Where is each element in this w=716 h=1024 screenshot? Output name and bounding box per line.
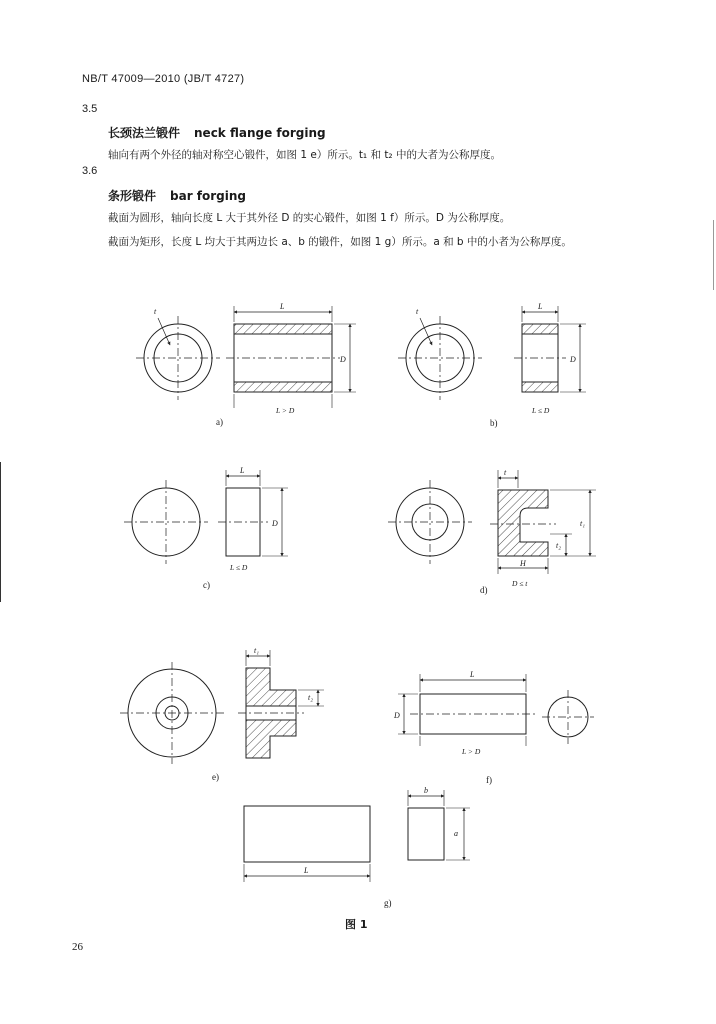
dim-label: L bbox=[538, 302, 543, 311]
subfigure-label: c) bbox=[203, 580, 210, 590]
dim-label: L bbox=[470, 670, 475, 679]
dim-label: L bbox=[280, 302, 285, 311]
definition-text: 轴向有两个外径的轴对称空心锻件，如图 1 e）所示。t₁ 和 t₂ 中的大者为公称厚度。 bbox=[108, 149, 501, 161]
definition-text: 截面为矩形，长度 L 均大于其两边长 a、b 的锻件，如图 1 g）所示。a 和 b 中的小者为公称厚度。 bbox=[108, 236, 572, 248]
subfigure-label: f) bbox=[486, 775, 492, 785]
clause-number-3-6: 3.6 bbox=[82, 165, 98, 177]
subfigure-d bbox=[388, 470, 596, 574]
subfigure-label: e) bbox=[212, 772, 219, 782]
subfigure-g bbox=[244, 790, 470, 882]
subfigure-b bbox=[398, 306, 586, 400]
dim-label: D bbox=[272, 519, 278, 528]
subfigure-e bbox=[120, 650, 324, 764]
dim-label: t bbox=[504, 468, 507, 477]
subfigure-label: d) bbox=[480, 585, 488, 595]
condition-label: D ≤ t bbox=[512, 579, 528, 588]
dim-label: a bbox=[454, 829, 458, 838]
subfigure-f bbox=[398, 674, 594, 746]
dim-label: b bbox=[424, 786, 428, 795]
term-en: bar forging bbox=[170, 189, 247, 203]
term-zh: 长颈法兰锻件 bbox=[108, 126, 181, 140]
dim-label: t₁ bbox=[254, 646, 260, 655]
dim-label: t₂ bbox=[556, 541, 562, 550]
scan-edge-mark bbox=[713, 220, 714, 290]
dim-label: t bbox=[154, 307, 157, 316]
standard-header: NB/T 47009—2010 (JB/T 4727) bbox=[82, 73, 245, 85]
dim-label: D bbox=[570, 355, 576, 364]
condition-label: L > D bbox=[276, 406, 295, 415]
definition-text: 截面为圆形，轴向长度 L 大于其外径 D 的实心锻件，如图 1 f）所示。D 为公称厚度。 bbox=[108, 212, 511, 224]
subfigure-label: b) bbox=[490, 418, 498, 428]
dim-label: t bbox=[416, 307, 419, 316]
dim-label: t₂ bbox=[308, 693, 314, 702]
condition-label: L ≤ D bbox=[532, 406, 550, 415]
dim-label: H bbox=[520, 559, 526, 568]
dim-label: L bbox=[304, 866, 309, 875]
subfigure-a bbox=[136, 306, 356, 408]
clause-number-3-5: 3.5 bbox=[82, 103, 98, 115]
scan-edge-mark bbox=[0, 462, 1, 602]
condition-label: L ≤ D bbox=[230, 563, 248, 572]
subfigure-c bbox=[124, 470, 288, 564]
page-number: 26 bbox=[72, 941, 83, 953]
term-zh: 条形锻件 bbox=[108, 189, 157, 203]
dim-label: L bbox=[240, 466, 245, 475]
subfigure-label: a) bbox=[216, 417, 223, 427]
subfigure-label: g) bbox=[384, 898, 392, 908]
term-en: neck flange forging bbox=[194, 126, 326, 140]
dim-label: D bbox=[394, 711, 400, 720]
figure-caption: 图 1 bbox=[345, 918, 368, 931]
dim-label: t₁ bbox=[580, 519, 586, 528]
condition-label: L > D bbox=[462, 747, 481, 756]
dim-label: D bbox=[340, 355, 346, 364]
